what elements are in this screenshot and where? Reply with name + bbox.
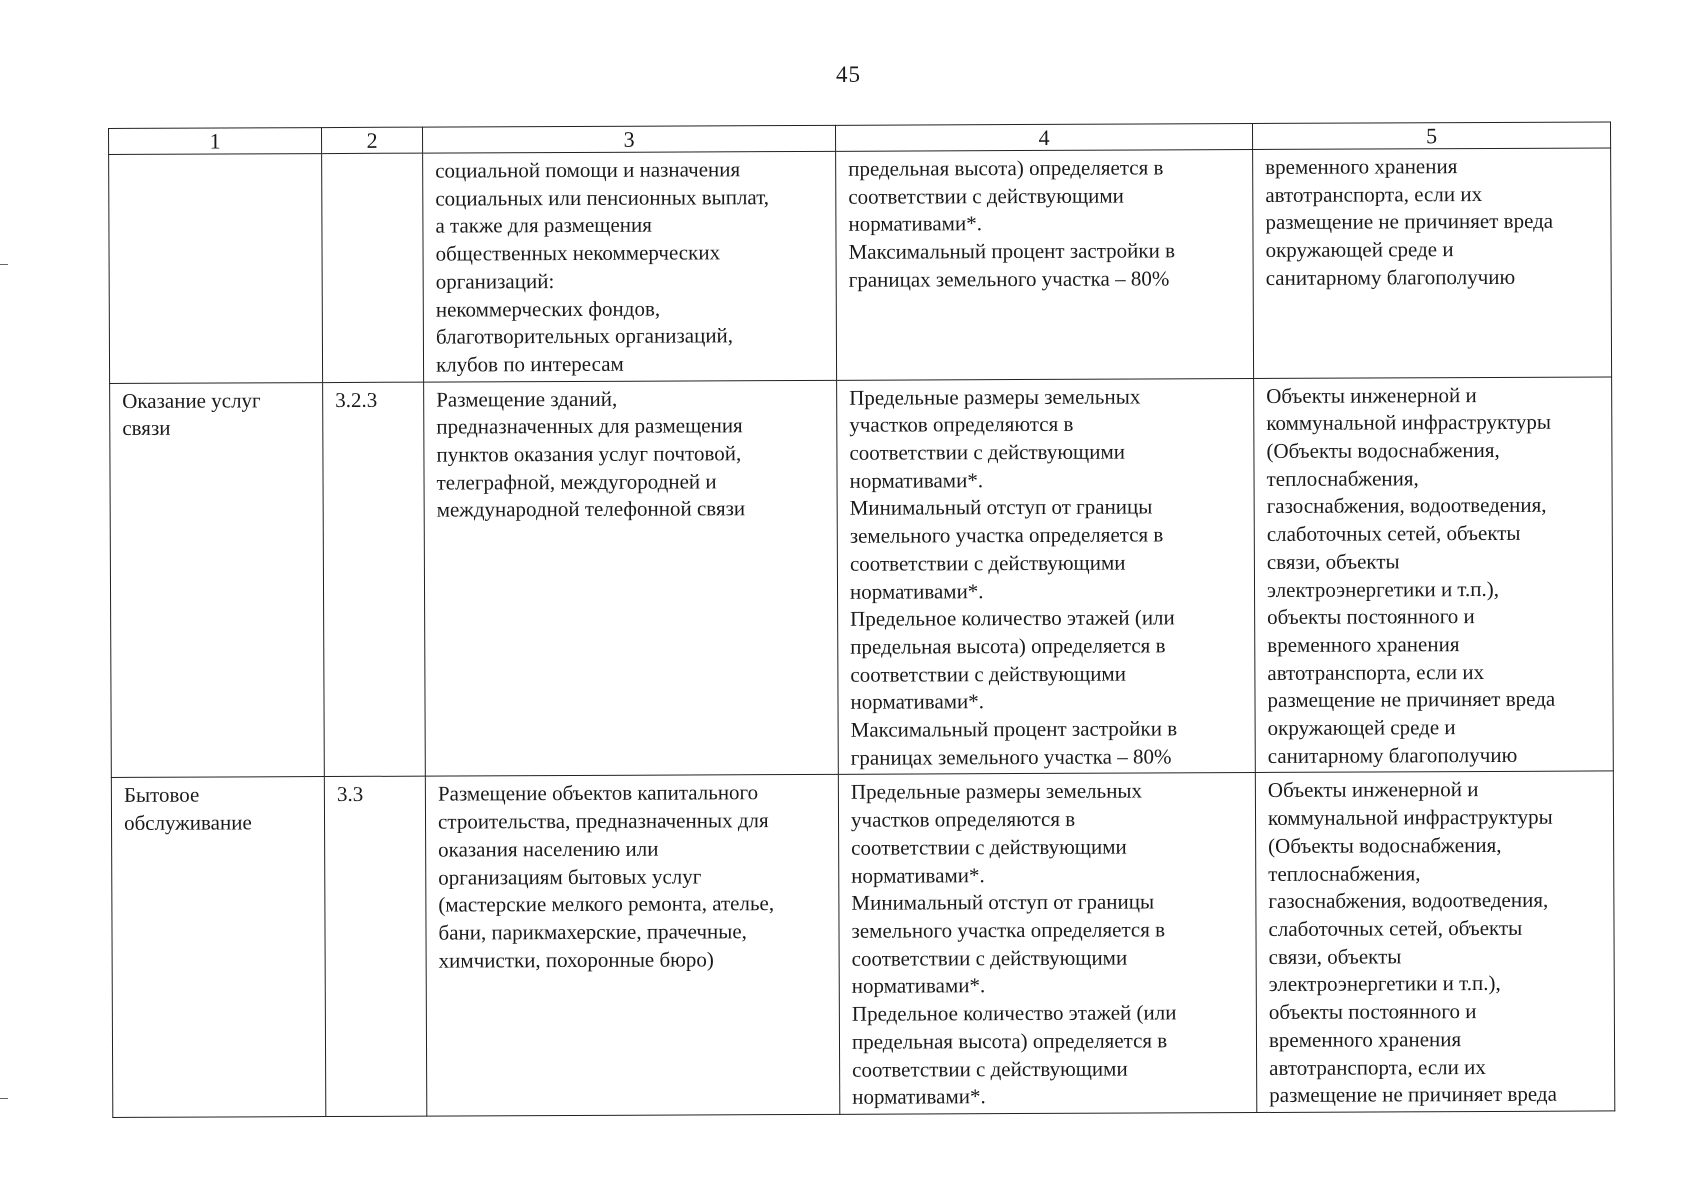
use-parameters-cell: Предельные размеры земельных участков определяются в соответствии с действующими нормативами*. Минимальный отступ от границы земельного участка определяется в соответствии с действующими нормативами*. Предельное количество этажей (или предельная высота) определяется в соответствии с действующими нормативами*. Максимальный процент застройки в границах земельного участка – 80% bbox=[837, 378, 1256, 775]
auxiliary-uses-cell: Объекты инженерной и коммунальной инфраструктуры (Объекты водоснабжения, теплоснабжения, газоснабжения, водоотведения, слаботочных сетей, объекты связи, объекты электроэнергетики и т.п.), объекты постоянного и временного хранения автотранспорта, если их размещение не причиняет вреда bbox=[1255, 771, 1614, 1112]
use-parameters-cell: предельная высота) определяется в соответствии с действующими нормативами*. Максимальный процент застройки в границах земельного участка – 80% bbox=[836, 150, 1254, 380]
land-use-table bbox=[108, 121, 1615, 1117]
use-code-cell: 3.3 bbox=[324, 777, 426, 1117]
auxiliary-uses-cell: Объекты инженерной и коммунальной инфраструктуры (Объекты водоснабжения, теплоснабжения, газоснабжения, водоотведения, слаботочных сетей, объекты связи, объекты электроэнергетики и т.п.), объекты постоянного и временного хранения автотранспорта, если их размещение не причиняет вреда окружающей среде и санитарному благополучию bbox=[1254, 377, 1614, 773]
header-cell-1: 1 bbox=[109, 128, 322, 155]
table-row bbox=[110, 377, 1614, 778]
left-edge-mark bbox=[0, 264, 8, 265]
use-code-cell bbox=[322, 153, 424, 382]
use-name-cell bbox=[109, 154, 323, 384]
use-description-cell: Размещение объектов капитального строительства, предназначенных для оказания населению или организациям бытовых услуг (мастерские мелкого ремонта, ателье, бани, парикмахерские, прачечные, химчистки, похоронные бюро) bbox=[425, 775, 839, 1116]
use-parameters-cell: Предельные размеры земельных участков определяются в соответствии с действующими нормативами*. Минимальный отступ от границы земельного участка определяется в соответствии с действующими нормативами*. Предельное количество этажей (или предельная высота) определяется в соответствии с действующими нормативами*. bbox=[838, 773, 1256, 1114]
page-number: 45 bbox=[836, 62, 861, 87]
table-row bbox=[109, 148, 1612, 383]
header-cell-2: 2 bbox=[322, 127, 423, 153]
header-cell-4: 4 bbox=[835, 124, 1252, 152]
use-name-cell: Оказание услуг связи bbox=[110, 382, 325, 778]
use-name-cell: Бытовое обслуживание bbox=[111, 777, 325, 1117]
use-code-cell: 3.2.3 bbox=[323, 382, 426, 777]
use-description-cell: социальной помощи и назначения социальных или пенсионных выплат, а также для размещения общественных некоммерческих организаций: некоммерческих фондов, благотворительных организаций, клубов по интересам bbox=[423, 151, 837, 381]
left-edge-mark bbox=[0, 1098, 8, 1099]
header-cell-5: 5 bbox=[1252, 122, 1610, 150]
table-row bbox=[111, 771, 1614, 1117]
auxiliary-uses-cell: временного хранения автотранспорта, если их размещение не причиняет вреда окружающей среде и санитарному благополучию bbox=[1253, 148, 1612, 378]
header-cell-3: 3 bbox=[422, 125, 835, 153]
use-description-cell: Размещение зданий, предназначенных для размещения пунктов оказания услуг почтовой, телеграфной, междугородней и международной телефонной связи bbox=[424, 380, 839, 777]
